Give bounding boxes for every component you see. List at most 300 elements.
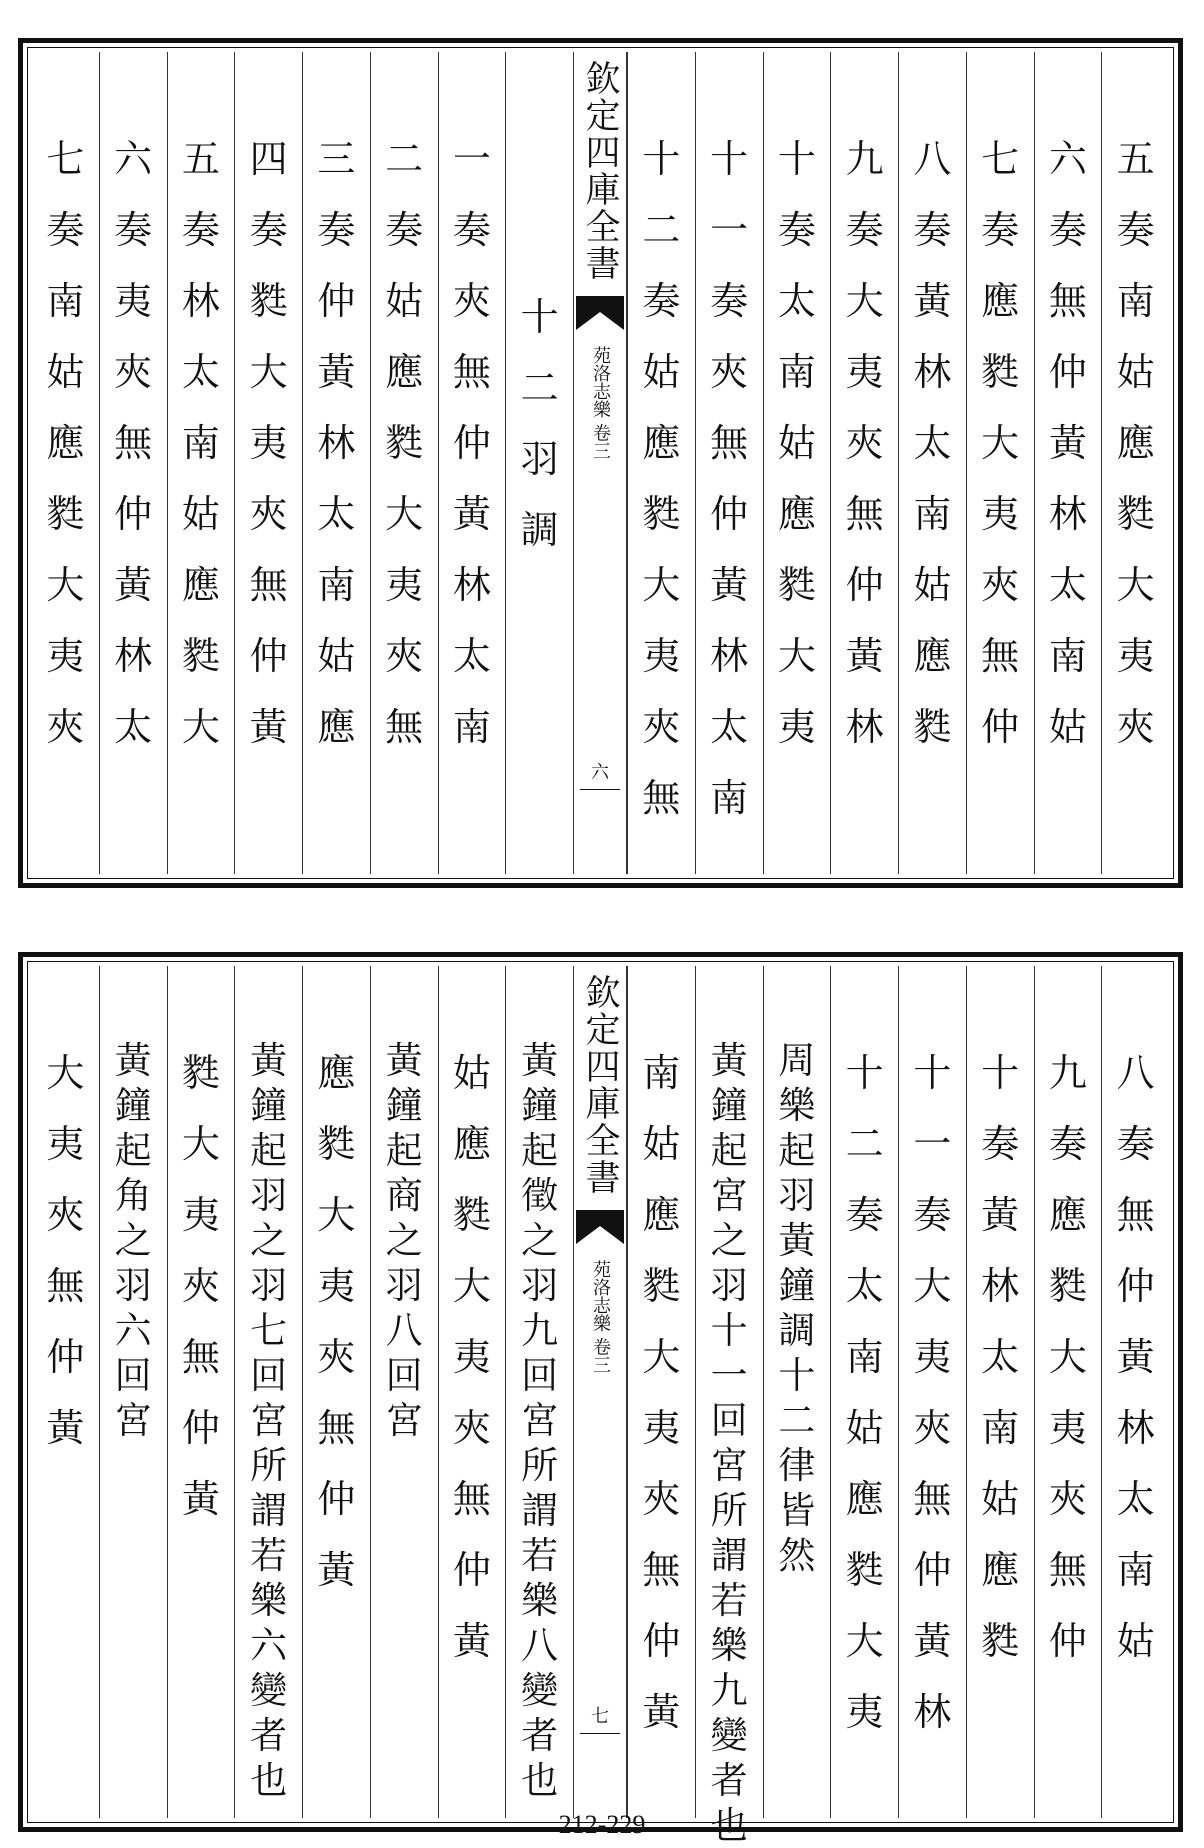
glyph: 大 xyxy=(642,1335,681,1379)
glyph: 奏 xyxy=(452,208,491,252)
glyph: 奏 xyxy=(642,279,681,323)
glyph: 之 xyxy=(521,1219,559,1262)
glyph: 所 xyxy=(250,1444,288,1487)
glyph: 黃 xyxy=(181,1477,220,1521)
glyph: 無 xyxy=(642,776,681,820)
glyph: 夾 xyxy=(317,1335,356,1379)
glyph: 應 xyxy=(452,1122,491,1166)
glyph: 大 xyxy=(249,350,288,394)
glyph: 周 xyxy=(778,1039,816,1082)
glyph: 夷 xyxy=(317,1264,356,1308)
glyph: 六 xyxy=(114,1309,152,1352)
glyph: 林 xyxy=(114,634,153,678)
glyph: 夷 xyxy=(642,1406,681,1450)
text-column xyxy=(627,966,695,1818)
glyph: 應 xyxy=(317,705,356,749)
glyph: 調 xyxy=(778,1309,816,1352)
glyph: 夾 xyxy=(710,350,749,394)
glyph: 黃 xyxy=(1116,1335,1155,1379)
glyph: 五 xyxy=(1116,137,1155,181)
glyph: 大 xyxy=(777,634,816,678)
glyph: 之 xyxy=(114,1219,152,1262)
text-column xyxy=(1101,966,1169,1818)
glyph: 四 xyxy=(249,137,288,181)
glyph: 無 xyxy=(845,492,884,536)
glyph: 鐘 xyxy=(710,1084,748,1127)
glyph: 十 xyxy=(845,1051,884,1095)
glyph: 夷 xyxy=(46,634,85,678)
glyph: 林 xyxy=(710,634,749,678)
glyph: 仲 xyxy=(317,279,356,323)
text-column xyxy=(966,966,1034,1818)
glyph: 太 xyxy=(114,705,153,749)
glyph: 黃 xyxy=(452,492,491,536)
glyph: 㽔 xyxy=(452,1193,491,1237)
glyph: 姑 xyxy=(777,421,816,465)
glyph: 夷 xyxy=(913,1335,952,1379)
glyph: 者 xyxy=(521,1714,559,1757)
glyph: 謂 xyxy=(250,1489,288,1532)
glyph: 姑 xyxy=(981,1477,1020,1521)
center-gutter xyxy=(573,52,627,874)
glyph: 無 xyxy=(181,1335,220,1379)
glyph: 姑 xyxy=(385,279,424,323)
glyph: 夾 xyxy=(1116,705,1155,749)
glyph: 夾 xyxy=(46,1193,85,1237)
glyph: 應 xyxy=(981,279,1020,323)
glyph: 回 xyxy=(250,1354,288,1397)
glyph: 宮 xyxy=(385,1399,423,1442)
glyph: 大 xyxy=(913,1264,952,1308)
glyph: 奏 xyxy=(981,208,1020,252)
glyph: 謂 xyxy=(521,1489,559,1532)
glyph: 夷 xyxy=(845,350,884,394)
glyph: 仲 xyxy=(317,1477,356,1521)
glyph: 夷 xyxy=(777,705,816,749)
glyph: 仲 xyxy=(452,1548,491,1592)
text-column xyxy=(32,966,99,1818)
glyph: 㽔 xyxy=(981,1619,1020,1663)
glyph: 黃 xyxy=(250,1039,288,1082)
glyph: 十 xyxy=(642,137,681,181)
glyph: 無 xyxy=(317,1406,356,1450)
glyph: 鐘 xyxy=(250,1084,288,1127)
glyph: 南 xyxy=(1116,279,1155,323)
glyph: 起 xyxy=(250,1129,288,1172)
gutter-rule xyxy=(580,789,620,790)
glyph: 九 xyxy=(1048,1051,1087,1095)
glyph: 羽 xyxy=(710,1264,748,1307)
glyph: 十 xyxy=(981,1051,1020,1095)
glyph: 姑 xyxy=(642,350,681,394)
glyph: 十 xyxy=(778,1354,816,1397)
glyph: 大 xyxy=(642,563,681,607)
glyph: 二 xyxy=(642,208,681,252)
glyph: 南 xyxy=(642,1051,681,1095)
glyph: 夷 xyxy=(452,1335,491,1379)
glyph: 奏 xyxy=(181,208,220,252)
glyph: 大 xyxy=(317,1193,356,1237)
glyph: 無 xyxy=(452,1477,491,1521)
glyph: 奏 xyxy=(710,279,749,323)
glyph: 無 xyxy=(642,1548,681,1592)
glyph: 夷 xyxy=(642,634,681,678)
book-title: 欽定四庫全書 xyxy=(580,974,620,1196)
glyph: 林 xyxy=(1116,1406,1155,1450)
glyph: 林 xyxy=(845,705,884,749)
glyph: 南 xyxy=(845,1335,884,1379)
glyph: 奏 xyxy=(913,208,952,252)
center-gutter xyxy=(573,966,627,1818)
glyph: 二 xyxy=(845,1122,884,1166)
glyph: 回 xyxy=(385,1354,423,1397)
glyph: 二 xyxy=(385,137,424,181)
glyph: 南 xyxy=(1116,1548,1155,1592)
glyph: 夷 xyxy=(249,421,288,465)
glyph: 六 xyxy=(250,1624,288,1667)
text-column xyxy=(370,966,438,1818)
glyph: 奏 xyxy=(1048,208,1087,252)
glyph: 奏 xyxy=(1048,1122,1087,1166)
glyph: 夾 xyxy=(385,634,424,678)
volume-label: 苑洛志樂 卷三 xyxy=(590,346,611,460)
text-column xyxy=(302,966,370,1818)
glyph: 奏 xyxy=(845,1193,884,1237)
text-column xyxy=(438,52,506,874)
text-column xyxy=(763,966,831,1818)
glyph: 㽔 xyxy=(317,1122,356,1166)
glyph: 樂 xyxy=(710,1624,748,1667)
glyph: 之 xyxy=(250,1219,288,1262)
glyph: 㽔 xyxy=(385,421,424,465)
glyph: 二 xyxy=(520,366,559,410)
glyph: 應 xyxy=(642,421,681,465)
glyph: 也 xyxy=(521,1759,559,1802)
glyph: 十 xyxy=(710,1309,748,1352)
glyph: 黃 xyxy=(1048,421,1087,465)
glyph: 姑 xyxy=(845,1406,884,1450)
glyph: 無 xyxy=(114,421,153,465)
glyph: 黃 xyxy=(114,1039,152,1082)
glyph: 所 xyxy=(521,1444,559,1487)
glyph: 應 xyxy=(317,1051,356,1095)
glyph: 黃 xyxy=(317,350,356,394)
glyph: 回 xyxy=(710,1399,748,1442)
glyph: 也 xyxy=(250,1759,288,1802)
fishtail-mark-icon xyxy=(574,1208,626,1246)
glyph: 律 xyxy=(778,1444,816,1487)
glyph: 一 xyxy=(913,1122,952,1166)
glyph: 無 xyxy=(1116,1193,1155,1237)
glyph: 姑 xyxy=(317,634,356,678)
glyph: 無 xyxy=(249,563,288,607)
text-column xyxy=(627,52,695,874)
bottom-page-panel xyxy=(18,952,1183,1847)
glyph: 大 xyxy=(181,705,220,749)
glyph: 應 xyxy=(981,1548,1020,1592)
text-column xyxy=(830,966,898,1818)
glyph: 黃 xyxy=(913,279,952,323)
text-column xyxy=(505,52,573,874)
glyph: 應 xyxy=(181,563,220,607)
glyph: 夾 xyxy=(981,563,1020,607)
glyph: 應 xyxy=(913,634,952,678)
glyph: 宮 xyxy=(250,1399,288,1442)
glyph: 南 xyxy=(452,705,491,749)
glyph: 五 xyxy=(181,137,220,181)
glyph: 變 xyxy=(250,1669,288,1712)
glyph: 無 xyxy=(981,634,1020,678)
glyph: 應 xyxy=(1048,1193,1087,1237)
glyph: 徵 xyxy=(521,1174,559,1217)
glyph: 回 xyxy=(521,1354,559,1397)
glyph: 夷 xyxy=(1116,634,1155,678)
glyph: 奏 xyxy=(777,208,816,252)
glyph: 太 xyxy=(317,492,356,536)
glyph: 黃 xyxy=(452,1619,491,1663)
glyph: 夾 xyxy=(114,350,153,394)
glyph: 姑 xyxy=(1116,350,1155,394)
glyph: 夾 xyxy=(845,421,884,465)
glyph: 夾 xyxy=(1048,1477,1087,1521)
glyph: 姑 xyxy=(181,492,220,536)
glyph: 然 xyxy=(778,1534,816,1577)
glyph: 無 xyxy=(452,350,491,394)
glyph: 仲 xyxy=(710,492,749,536)
text-column xyxy=(966,52,1034,874)
glyph: 㽔 xyxy=(845,1548,884,1592)
glyph: 太 xyxy=(452,634,491,678)
glyph: 一 xyxy=(710,208,749,252)
glyph: 㽔 xyxy=(913,705,952,749)
glyph: 夷 xyxy=(1048,1406,1087,1450)
glyph: 㽔 xyxy=(46,492,85,536)
glyph: 南 xyxy=(710,776,749,820)
page-number: 212-229 xyxy=(558,1810,646,1839)
glyph: 夷 xyxy=(181,1193,220,1237)
glyph: 仲 xyxy=(913,1548,952,1592)
glyph: 仲 xyxy=(46,1335,85,1379)
glyph: 奏 xyxy=(981,1122,1020,1166)
glyph: 羽 xyxy=(520,437,559,481)
text-column xyxy=(830,52,898,874)
glyph: 大 xyxy=(46,1051,85,1095)
text-column xyxy=(99,52,167,874)
glyph: 六 xyxy=(114,137,153,181)
glyph: 樂 xyxy=(778,1084,816,1127)
fishtail-mark-icon xyxy=(574,294,626,332)
glyph: 皆 xyxy=(778,1489,816,1532)
text-column xyxy=(505,966,573,1818)
glyph: 無 xyxy=(1048,1548,1087,1592)
text-column xyxy=(438,966,506,1818)
glyph: 應 xyxy=(1116,421,1155,465)
gutter-rule xyxy=(580,1733,620,1734)
glyph: 姑 xyxy=(642,1122,681,1166)
glyph: 九 xyxy=(845,137,884,181)
glyph: 黃 xyxy=(317,1548,356,1592)
glyph: 八 xyxy=(913,137,952,181)
glyph: 宮 xyxy=(114,1399,152,1442)
book-title: 欽定四庫全書 xyxy=(580,60,620,282)
glyph: 奏 xyxy=(114,208,153,252)
glyph: 南 xyxy=(981,1406,1020,1450)
glyph: 應 xyxy=(46,421,85,465)
glyph: 若 xyxy=(250,1534,288,1577)
glyph: 㽔 xyxy=(777,563,816,607)
text-column xyxy=(99,966,167,1818)
text-column xyxy=(167,52,235,874)
glyph: 八 xyxy=(521,1624,559,1667)
glyph: 也 xyxy=(710,1804,748,1847)
glyph: 起 xyxy=(385,1129,423,1172)
glyph: 太 xyxy=(181,350,220,394)
glyph: 無 xyxy=(913,1477,952,1521)
glyph: 夾 xyxy=(46,705,85,749)
glyph: 者 xyxy=(250,1714,288,1757)
glyph: 樂 xyxy=(250,1579,288,1622)
glyph: 宮 xyxy=(521,1399,559,1442)
glyph: 㽔 xyxy=(1116,492,1155,536)
glyph: 仲 xyxy=(452,421,491,465)
glyph: 仲 xyxy=(981,705,1020,749)
glyph: 奏 xyxy=(845,208,884,252)
glyph: 奏 xyxy=(317,208,356,252)
volume-label: 苑洛志樂 卷三 xyxy=(590,1260,611,1374)
text-column xyxy=(695,966,763,1847)
glyph: 無 xyxy=(1048,279,1087,323)
glyph: 九 xyxy=(710,1669,748,1712)
glyph: 大 xyxy=(181,1122,220,1166)
glyph: 夷 xyxy=(385,563,424,607)
glyph: 七 xyxy=(981,137,1020,181)
glyph: 起 xyxy=(778,1129,816,1172)
glyph: 之 xyxy=(385,1219,423,1262)
glyph: 大 xyxy=(1116,563,1155,607)
glyph: 㽔 xyxy=(642,1264,681,1308)
glyph: 夾 xyxy=(181,1264,220,1308)
glyph: 羽 xyxy=(114,1264,152,1307)
glyph: 大 xyxy=(845,1619,884,1663)
glyph: 林 xyxy=(452,563,491,607)
glyph: 應 xyxy=(642,1193,681,1237)
glyph: 七 xyxy=(250,1309,288,1352)
glyph: 宮 xyxy=(710,1174,748,1217)
glyph: 太 xyxy=(845,1264,884,1308)
glyph: 姑 xyxy=(1116,1619,1155,1663)
glyph: 起 xyxy=(521,1129,559,1172)
glyph: 三 xyxy=(317,137,356,181)
glyph: 黃 xyxy=(845,634,884,678)
glyph: 㽔 xyxy=(181,634,220,678)
glyph: 林 xyxy=(913,350,952,394)
glyph: 太 xyxy=(1116,1477,1155,1521)
glyph: 起 xyxy=(710,1129,748,1172)
glyph: 㽔 xyxy=(249,279,288,323)
glyph: 樂 xyxy=(521,1579,559,1622)
glyph: 鐘 xyxy=(385,1084,423,1127)
glyph: 黃 xyxy=(249,705,288,749)
glyph: 所 xyxy=(710,1489,748,1532)
glyph: 仲 xyxy=(249,634,288,678)
glyph: 黃 xyxy=(981,1193,1020,1237)
glyph: 夾 xyxy=(452,279,491,323)
glyph: 林 xyxy=(1048,492,1087,536)
glyph: 九 xyxy=(521,1309,559,1352)
glyph: 南 xyxy=(317,563,356,607)
text-column xyxy=(1101,52,1169,874)
glyph: 仲 xyxy=(1116,1264,1155,1308)
glyph: 夷 xyxy=(981,492,1020,536)
glyph: 㽔 xyxy=(642,492,681,536)
glyph: 林 xyxy=(981,1264,1020,1308)
text-column xyxy=(370,52,438,874)
text-column xyxy=(302,52,370,874)
glyph: 㽔 xyxy=(981,350,1020,394)
glyph: 奏 xyxy=(46,208,85,252)
glyph: 八 xyxy=(385,1309,423,1352)
text-column xyxy=(898,966,966,1818)
text-column xyxy=(695,52,763,874)
glyph: 南 xyxy=(181,421,220,465)
glyph: 者 xyxy=(710,1759,748,1802)
glyph: 黃 xyxy=(385,1039,423,1082)
glyph: 八 xyxy=(1116,1051,1155,1095)
glyph: 之 xyxy=(710,1219,748,1262)
glyph: 黃 xyxy=(710,1039,748,1082)
glyph: 大 xyxy=(845,279,884,323)
glyph: 仲 xyxy=(114,492,153,536)
glyph: 仲 xyxy=(1048,1619,1087,1663)
glyph: 㽔 xyxy=(1048,1264,1087,1308)
glyph: 奏 xyxy=(1116,1122,1155,1166)
glyph: 無 xyxy=(710,421,749,465)
glyph: 羽 xyxy=(250,1174,288,1217)
glyph: 一 xyxy=(452,137,491,181)
text-column xyxy=(1034,966,1102,1818)
folio-number: 六 xyxy=(591,762,609,783)
glyph: 夾 xyxy=(642,1477,681,1521)
glyph: 商 xyxy=(385,1174,423,1217)
glyph: 六 xyxy=(1048,137,1087,181)
glyph: 奏 xyxy=(249,208,288,252)
glyph: 夾 xyxy=(452,1406,491,1450)
glyph: 太 xyxy=(710,705,749,749)
glyph: 十 xyxy=(710,137,749,181)
top-columns xyxy=(32,52,1169,874)
glyph: 林 xyxy=(181,279,220,323)
folio-number: 七 xyxy=(591,1706,609,1727)
glyph: 大 xyxy=(1048,1335,1087,1379)
glyph: 㽔 xyxy=(181,1051,220,1095)
glyph: 黃 xyxy=(46,1406,85,1450)
glyph: 仲 xyxy=(845,563,884,607)
glyph: 夾 xyxy=(642,705,681,749)
glyph: 夷 xyxy=(46,1122,85,1166)
glyph: 二 xyxy=(778,1399,816,1442)
glyph: 仲 xyxy=(181,1406,220,1450)
glyph: 調 xyxy=(520,508,559,552)
glyph: 大 xyxy=(385,492,424,536)
glyph: 鐘 xyxy=(114,1084,152,1127)
glyph: 林 xyxy=(317,421,356,465)
glyph: 林 xyxy=(913,1690,952,1734)
glyph: 羽 xyxy=(385,1264,423,1307)
text-column xyxy=(763,52,831,874)
glyph: 奏 xyxy=(1116,208,1155,252)
glyph: 姑 xyxy=(913,563,952,607)
glyph: 奏 xyxy=(385,208,424,252)
